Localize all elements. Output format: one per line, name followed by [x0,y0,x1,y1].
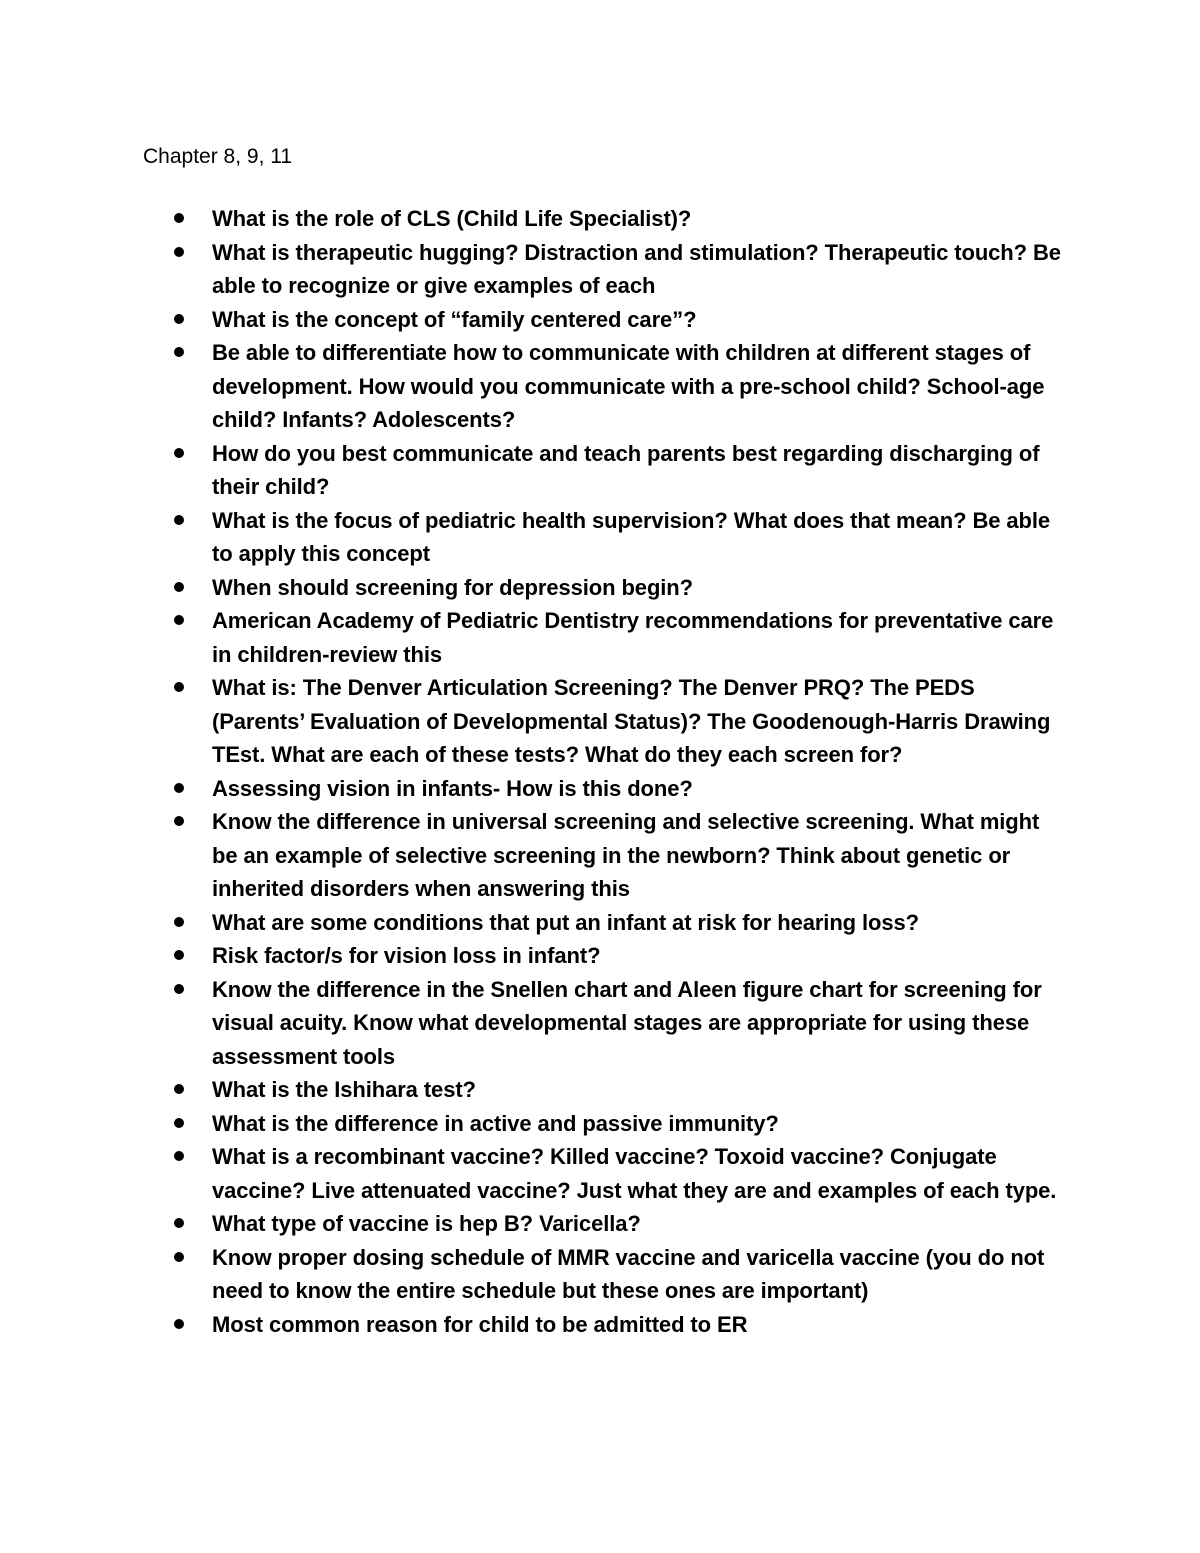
bullet-icon [174,582,184,592]
bullet-icon [174,1118,184,1128]
bullet-icon [174,783,184,793]
question-item [168,604,1068,671]
question-item [168,1308,1068,1342]
question-text: What are some conditions that put an infant at risk for hearing loss? [212,909,919,935]
question-item [168,671,1068,772]
question-text: What is the difference in active and passive immunity? [212,1110,779,1136]
question-item [168,571,1068,605]
question-text: Be able to differentiate how to communicate with children at different stages of development. How would you communicate with a pre-school child? School-age child? Infants? Adolescents? [212,340,1045,432]
bullet-icon [174,515,184,525]
question-item [168,1107,1068,1141]
question-text: Risk factor/s for vision loss in infant? [212,943,601,968]
question-text: American Academy of Pediatric Dentistry recommendations for preventative care in children-review this [212,608,1054,667]
bullet-icon [174,1252,184,1262]
bullet-icon [174,247,184,257]
question-item [168,336,1068,437]
bullet-icon [174,1319,184,1329]
question-item [168,303,1068,337]
question-item [168,939,1068,973]
question-item [168,805,1068,906]
question-text: What is the focus of pediatric health supervision? What does that mean? Be able to apply this concept [212,507,1051,566]
bullet-icon [174,1084,184,1094]
bullet-icon [174,1218,184,1228]
question-list [168,202,1068,1341]
question-text: Know the difference in the Snellen chart and Aleen figure chart for screening for visual acuity. Know what developmental stages are appropriate for using these assessment tools [212,976,1042,1069]
question-text: Know the difference in universal screening and selective screening. What might be an example of selective screening in the newborn? Think about genetic or inherited disorders when answering this [212,809,1040,901]
bullet-icon [174,950,184,960]
bullet-icon [174,984,184,994]
question-text: What is a recombinant vaccine? Killed vaccine? Toxoid vaccine? Conjugate vaccine? Live attenuated vaccine? Just what they are and examples of each type. [212,1144,1057,1203]
question-item [168,1241,1068,1308]
question-item [168,236,1068,303]
question-text: Know proper dosing schedule of MMR vaccine and varicella vaccine (you do not need to know the entire schedule but these ones are important) [212,1244,1045,1303]
question-item [168,437,1068,504]
bullet-icon [174,682,184,692]
question-text: Assessing vision in infants- How is this done? [212,775,693,801]
question-text: What is therapeutic hugging? Distraction and stimulation? Therapeutic touch? Be able to recognize or give examples of each [212,239,1061,298]
bullet-icon [174,615,184,625]
document-heading: Chapter 8, 9, 11 [143,145,293,168]
question-item [168,1207,1068,1241]
question-text: What type of vaccine is hep B? Varicella? [212,1211,641,1236]
question-text: How do you best communicate and teach parents best regarding discharging of their child? [212,440,1040,499]
question-text: What is the role of CLS (Child Life Specialist)? [212,206,692,231]
question-item [168,504,1068,571]
bullet-icon [174,816,184,826]
question-item [168,906,1068,940]
question-text: Most common reason for child to be admitted to ER [212,1311,748,1337]
question-text: What is the concept of “family centered care”? [212,306,697,332]
bullet-icon [174,1151,184,1161]
question-item [168,1073,1068,1107]
question-item [168,1140,1068,1207]
question-text: What is the Ishihara test? [212,1077,476,1102]
question-item [168,772,1068,806]
question-item [168,202,1068,236]
bullet-icon [174,917,184,927]
question-text: What is: The Denver Articulation Screening? The Denver PRQ? The PEDS (Parents’ Evaluation of Developmental Status)? The Goodenough-Harris Drawing TEst. What are each of these tests? What do they each screen for? [212,675,1051,767]
question-item [168,973,1068,1074]
question-text: When should screening for depression begin? [212,574,693,600]
bullet-icon [174,347,184,357]
bullet-icon [174,314,184,324]
bullet-icon [174,448,184,458]
bullet-icon [174,213,184,223]
